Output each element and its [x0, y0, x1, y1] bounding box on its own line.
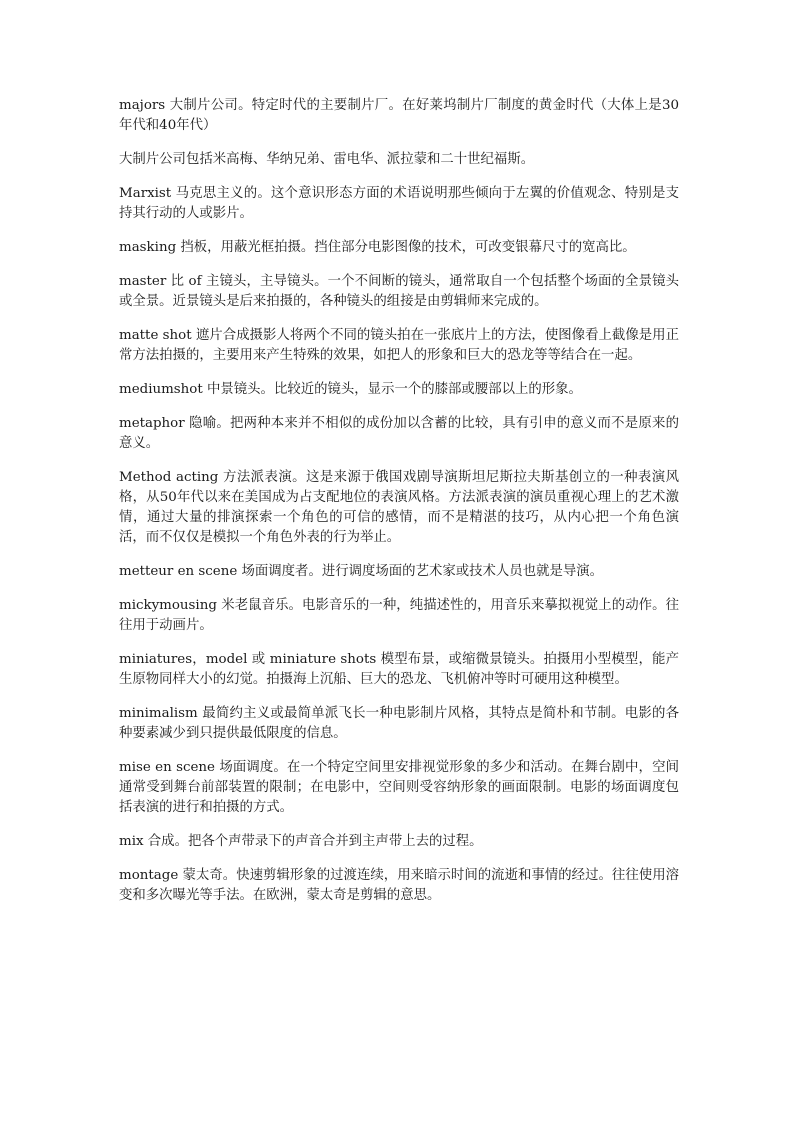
glossary-entry-metaphor: metaphor 隐喻。把两种本来并不相似的成份加以含蓄的比较，具有引申的意义而不是原来的意义。 [119, 416, 679, 451]
glossary-entry-marxist: Marxist 马克思主义的。这个意识形态方面的术语说明那些倾向于左翼的价值观念、特别是支持其行动的人或影片。 [119, 186, 679, 221]
glossary-entry-majors: majors 大制片公司。特定时代的主要制片厂。在好莱坞制片厂制度的黄金时代（大体上是30年代和40年代） [119, 98, 679, 133]
glossary-entry-method-acting: Method acting 方法派表演。这是来源于俄国戏剧导演斯坦尼斯拉夫斯基创立的一种表演风格，从50年代以来在美国成为占支配地位的表演风格。方法派表演的演员重视心理上的艺术激情，通过大量的排演探索一个角色的可信的感情，而不是精湛的技巧，从内心把一个角色演活，而不仅仅是模拟一个角色外表的行为举止。 [119, 470, 679, 545]
glossary-entry-matte-shot: matte shot 遮片合成摄影人将两个不同的镜头拍在一张底片上的方法，使图像看上截像是用正常方法拍摄的，主要用来产生特殊的效果，如把人的形象和巨大的恐龙等等结合在一起。 [119, 328, 679, 363]
glossary-entries [119, 96, 679, 920]
glossary-entry-majors-continued: 大制片公司包括米高梅、华纳兄弟、雷电华、派拉蒙和二十世纪福斯。 [119, 152, 535, 167]
glossary-entry-miniatures: miniatures，model 或 miniature shots 模型布景，或缩微景镜头。拍摄用小型模型，能产生原物同样大小的幻觉。拍摄海上沉船、巨大的恐龙、飞机俯冲等时可硬用这种模型。 [119, 652, 679, 687]
glossary-entry-mix: mix 合成。把各个声带录下的声音合并到主声带上去的过程。 [119, 834, 483, 849]
glossary-entry-metteur-en-scene: metteur en scene 场面调度者。进行调度场面的艺术家或技术人员也就是导演。 [119, 564, 604, 579]
glossary-entry-master-shot: master 比 of 主镜头，主导镜头。一个不间断的镜头，通常取自一个包括整个场面的全景镜头或全景。近景镜头是后来拍摄的，各种镜头的组接是由剪辑师来完成的。 [119, 274, 679, 309]
glossary-entry-montage: montage 蒙太奇。快速剪辑形象的过渡连续，用来暗示时间的流逝和事情的经过。往往使用溶变和多次曝光等手法。在欧洲，蒙太奇是剪辑的意思。 [119, 868, 679, 903]
glossary-entry-minimalism: minimalism 最简约主义或最简单派飞长一种电影制片风格，其特点是简朴和节制。电影的各种要素减少到只提供最低限度的信息。 [119, 706, 679, 741]
glossary-entry-mickymousing: mickymousing 米老鼠音乐。电影音乐的一种，纯描述性的，用音乐来摹拟视觉上的动作。往往用于动画片。 [119, 598, 679, 633]
glossary-entry-medium-shot: mediumshot 中景镜头。比较近的镜头，显示一个的膝部或腰部以上的形象。 [119, 382, 582, 397]
glossary-entry-masking: masking 挡板，用蔽光框拍摄。挡住部分电影图像的技术，可改变银幕尺寸的宽高比。 [119, 240, 636, 255]
glossary-entry-mise-en-scene: mise en scene 场面调度。在一个特定空间里安排视觉形象的多少和活动。在舞台剧中，空间通常受到舞台前部装置的限制；在电影中，空间则受容纳形象的画面限制。电影的场面调度包括表演的进行和拍摄的方式。 [119, 760, 679, 815]
